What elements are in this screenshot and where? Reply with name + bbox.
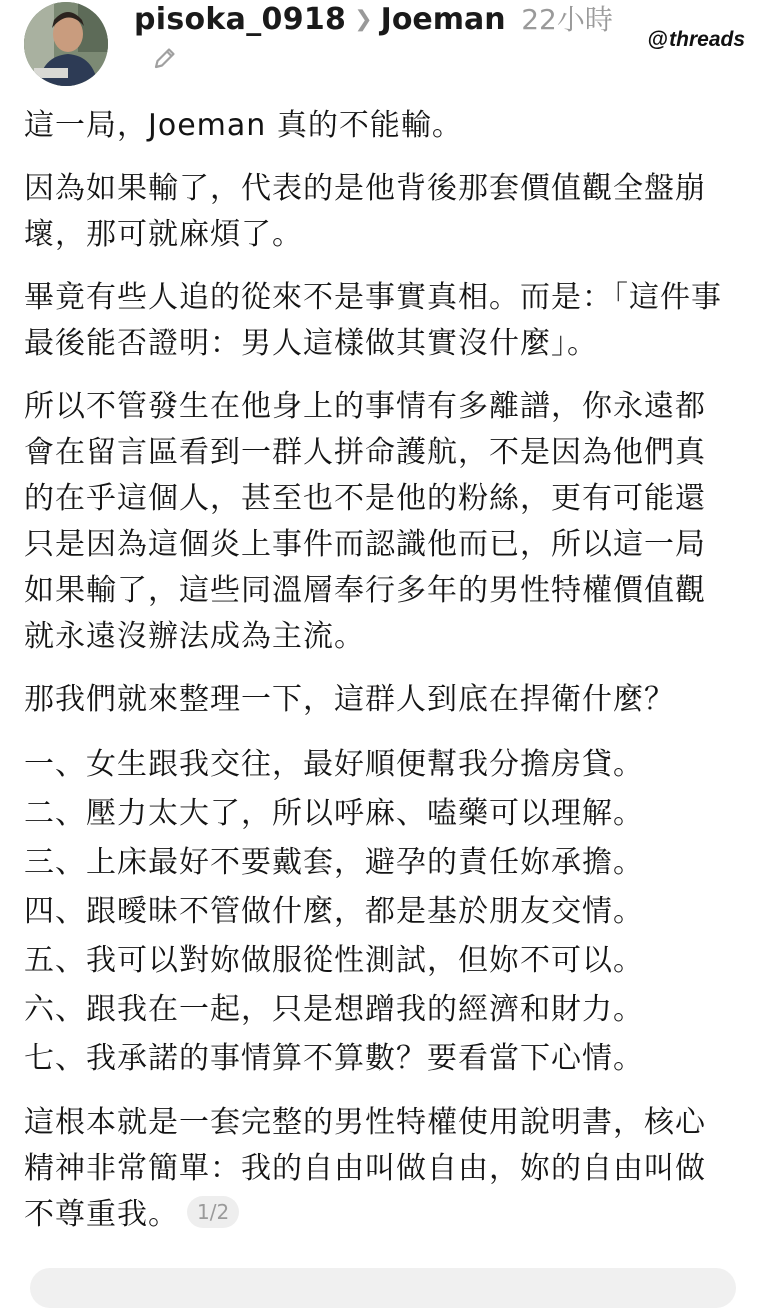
paragraph: 所以不管發生在他身上的事情有多離譜，你永遠都會在留言區看到一群人拼命護航，不是因為他們真的在乎這個人，甚至也不是他的粉絲，更有可能還只是因為這個炎上事件而認識他而已，所以這一局如果輸了，這些同溫層奉行多年的男性特權價值觀就永遠沒辦法成為主流。: [24, 389, 706, 654]
list-item: 六、跟我在一起，只是想蹭我的經濟和財力。: [24, 992, 644, 1027]
paragraph: 因為如果輸了，代表的是他背後那套價值觀全盤崩壞，那可就麻煩了。: [24, 171, 706, 252]
list-item: 五、我可以對妳做服從性測試，但妳不可以。: [24, 943, 644, 978]
list-item: 二、壓力太大了，所以呼麻、嗑藥可以理解。: [24, 796, 644, 831]
post-time: 22小時: [521, 3, 613, 36]
avatar-image: [24, 2, 108, 86]
threads-logo-text: threads: [669, 28, 745, 51]
paragraph: [24, 1100, 736, 1238]
avatar[interactable]: [24, 2, 108, 86]
paragraph-text: 這根本就是一套完整的男性特權使用說明書，核心精神非常簡單：我的自由叫做自由，妳的自由叫做不尊重我。: [24, 1105, 706, 1232]
threads-logo: [648, 28, 745, 52]
post-header: [0, 0, 767, 96]
paragraph: 這一局，Joeman 真的不能輸。: [24, 108, 463, 143]
chevron-right-icon: ❯: [354, 7, 373, 32]
list-item: 三、上床最好不要戴套，避孕的責任妳承擔。: [24, 845, 644, 880]
list-item: 一、女生跟我交往，最好順便幫我分擔房貸。: [24, 747, 644, 782]
post-meta: [134, 0, 624, 82]
bottom-bar: [30, 1268, 736, 1308]
numbered-list: [24, 740, 736, 1083]
paragraph: 那我們就來整理一下，這群人到底在捍衛什麼？: [24, 682, 675, 717]
paragraph: 畢竟有些人追的從來不是事實真相。而是：「這件事最後能否證明：男人這樣做其實沒什麼」。: [24, 280, 722, 361]
post-body: [24, 103, 736, 1255]
page-indicator: 1/2: [187, 1196, 239, 1228]
list-item: 七、我承諾的事情算不算數？要看當下心情。: [24, 1041, 644, 1076]
pencil-edit-icon[interactable]: [152, 42, 178, 82]
threads-at-icon: @: [647, 28, 669, 51]
username[interactable]: pisoka_0918: [134, 2, 347, 37]
list-item: 四、跟曖昧不管做什麼，都是基於朋友交情。: [24, 894, 644, 929]
channel-name[interactable]: Joeman: [380, 2, 506, 37]
